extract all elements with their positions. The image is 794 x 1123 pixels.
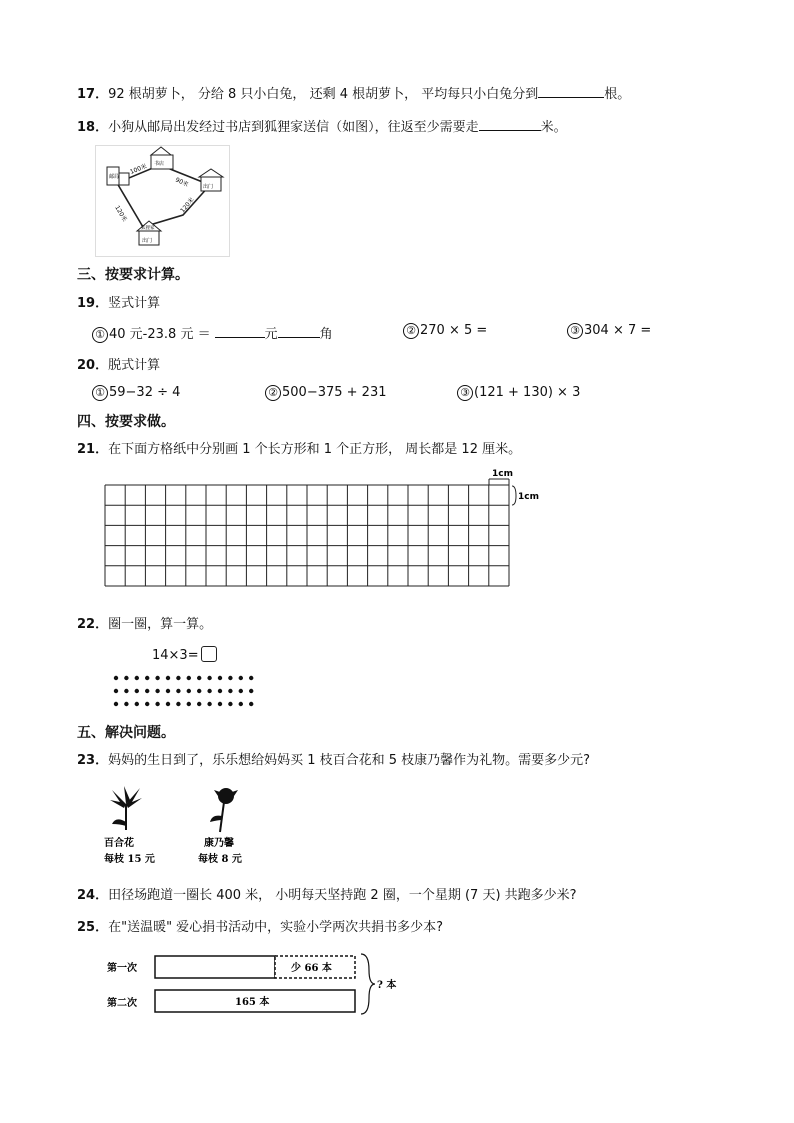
question-text: 田径场跑道一圈长 400 米， 小明每天坚持跑 2 圈，一个星期 (7 天) 共跑多少米? (108, 888, 577, 903)
dot[interactable] (197, 676, 201, 680)
dot[interactable] (135, 702, 139, 706)
less-label: 少 66 本 (291, 963, 332, 974)
question-23 (77, 749, 590, 768)
question-text: 圈一圈，算一算。 (108, 617, 213, 632)
multiplication-expression: 14×3= (152, 646, 217, 663)
svg-text:书店: 书店 (154, 161, 165, 167)
question-text: 92 根胡萝卜， 分给 8 只小白兔， 还剩 4 根胡萝卜， 平均每只小白兔分到 (108, 87, 539, 102)
question-18 (77, 116, 567, 135)
unit-label-top: 1cm (492, 469, 513, 479)
q20-item-2: ② 500−375 + 231 (265, 385, 387, 401)
question-17 (77, 83, 630, 102)
house-right-icon (199, 169, 223, 191)
question-number: 18． (77, 120, 109, 135)
question-number: 17． (77, 87, 109, 102)
dot[interactable] (155, 689, 159, 693)
question-text: 妈妈的生日到了，乐乐想给妈妈买 1 枝百合花和 5 枝康乃馨作为礼物。需要多少元? (108, 753, 591, 768)
svg-text:百合花: 百合花 (104, 838, 134, 849)
q20-item-3: ③ (121 + 130) × 3 (457, 385, 580, 401)
dot[interactable] (207, 702, 211, 706)
question-title: 脱式计算 (108, 358, 161, 373)
question-number: 21． (77, 442, 109, 457)
question-number: 25． (77, 920, 109, 935)
dot[interactable] (218, 702, 222, 706)
dot[interactable] (218, 676, 222, 680)
dot[interactable] (249, 702, 253, 706)
dot[interactable] (145, 689, 149, 693)
flower-prices (100, 782, 260, 870)
distance-label: 120米 (179, 196, 196, 215)
dot[interactable] (114, 702, 118, 706)
distance-label: 90米 (174, 176, 190, 189)
post-office-icon (107, 167, 129, 185)
dot[interactable] (239, 676, 243, 680)
dot[interactable] (228, 676, 232, 680)
question-title: 竖式计算 (108, 296, 161, 311)
answer-blank[interactable] (479, 116, 541, 131)
second-value: 165 本 (235, 997, 270, 1008)
question-number: 22． (77, 617, 109, 632)
dot[interactable] (124, 676, 128, 680)
dot[interactable] (114, 689, 118, 693)
second-label: 第二次 (107, 998, 137, 1009)
distance-label: 120米 (113, 204, 129, 224)
question-number: 23． (77, 753, 109, 768)
question-24 (77, 884, 577, 903)
dot[interactable] (145, 702, 149, 706)
dot[interactable] (228, 689, 232, 693)
answer-box[interactable] (201, 646, 217, 662)
section-4-heading: 四、按要求做。 (77, 414, 175, 430)
dot[interactable] (124, 702, 128, 706)
question-text-end: 米。 (540, 120, 567, 135)
dot[interactable] (207, 676, 211, 680)
question-text: 在"送温暖" 爱心捐书活动中，实验小学两次共捐书多少本? (108, 920, 444, 935)
q19-item-3: ③ 304 × 7 = (567, 323, 651, 339)
dot[interactable] (166, 689, 170, 693)
dot[interactable] (239, 702, 243, 706)
grid-paper[interactable] (100, 466, 560, 590)
distance-label: 100米 (129, 162, 148, 176)
dot[interactable] (114, 676, 118, 680)
question-text-end: 根。 (604, 87, 631, 102)
dot[interactable] (135, 689, 139, 693)
svg-text:每枝 15 元: 每枝 15 元 (104, 854, 155, 865)
answer-blank[interactable] (278, 323, 320, 338)
question-25 (77, 916, 443, 935)
dot[interactable] (187, 689, 191, 693)
dot[interactable] (166, 702, 170, 706)
dot[interactable] (135, 676, 139, 680)
dot[interactable] (155, 702, 159, 706)
dot[interactable] (249, 676, 253, 680)
dot[interactable] (176, 689, 180, 693)
dot[interactable] (176, 702, 180, 706)
brace (361, 954, 375, 1014)
question-text: 在下面方格纸中分别画 1 个长方形和 1 个正方形， 周长都是 12 厘米。 (108, 442, 522, 457)
svg-text:邮局: 邮局 (109, 174, 120, 180)
q19-item-1: ① 40 元-23.8 元 ＝ 元 角 (92, 323, 333, 343)
bookstore-icon (151, 147, 173, 169)
dot[interactable] (124, 689, 128, 693)
section-3-heading: 三、按要求计算。 (77, 267, 189, 283)
dot[interactable] (176, 676, 180, 680)
dot[interactable] (155, 676, 159, 680)
answer-blank[interactable] (215, 323, 265, 338)
dot[interactable] (207, 689, 211, 693)
question-number: 24． (77, 888, 109, 903)
route-map (95, 145, 230, 257)
question-19 (77, 292, 160, 311)
fox-house-icon (137, 221, 161, 245)
section-5-heading: 五、解决问题。 (77, 725, 175, 741)
question-number: 20． (77, 358, 109, 373)
answer-blank[interactable] (538, 83, 604, 98)
first-bar (155, 956, 275, 978)
dot[interactable] (187, 702, 191, 706)
question-21 (77, 438, 521, 457)
dot-array[interactable] (108, 670, 268, 718)
q20-item-1: ① 59−32 ÷ 4 (92, 385, 180, 401)
dot[interactable] (197, 702, 201, 706)
dot[interactable] (166, 676, 170, 680)
unit-label-side: 1cm (518, 492, 539, 502)
svg-text:出门: 出门 (203, 184, 214, 190)
dot[interactable] (218, 689, 222, 693)
question-text: 小狗从邮局出发经过书店到狐狸家送信（如图），往返至少需要走 (108, 120, 479, 135)
svg-text:每枝 8 元: 每枝 8 元 (198, 854, 242, 865)
question-number: 19． (77, 296, 109, 311)
dot[interactable] (239, 689, 243, 693)
q19-item-2: ② 270 × 5 = (403, 323, 487, 339)
total-label: ? 本 (377, 980, 397, 991)
lily-icon (110, 786, 142, 830)
dot[interactable] (228, 702, 232, 706)
svg-text:狐狸家: 狐狸家 (141, 226, 155, 231)
question-22 (77, 613, 212, 632)
bar-diagram (105, 950, 405, 1022)
dot[interactable] (249, 689, 253, 693)
carnation-icon (210, 788, 238, 832)
dot[interactable] (145, 676, 149, 680)
svg-text:康乃馨: 康乃馨 (204, 838, 234, 849)
svg-text:出门: 出门 (142, 238, 153, 244)
dot[interactable] (197, 689, 201, 693)
first-label: 第一次 (107, 963, 137, 974)
question-20 (77, 354, 160, 373)
dot[interactable] (187, 676, 191, 680)
